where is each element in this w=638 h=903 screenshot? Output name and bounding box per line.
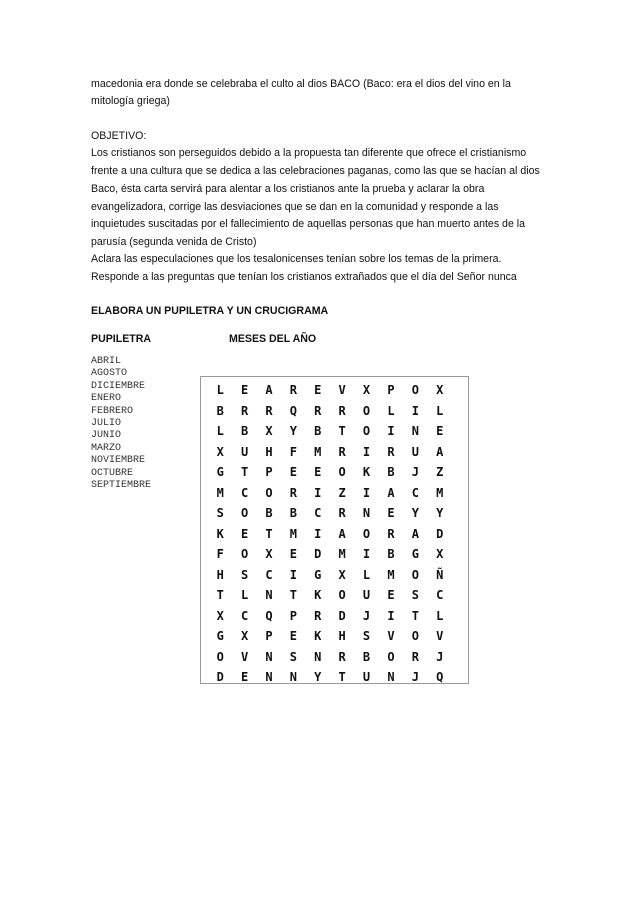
- grid-cell: A: [387, 485, 395, 500]
- grid-cell: R: [338, 506, 346, 520]
- word-list-item: FEBRERO: [91, 405, 134, 417]
- grid-cell: R: [411, 649, 419, 664]
- grid-cell: P: [265, 465, 273, 479]
- grid-cell: N: [265, 588, 273, 602]
- word-list-item: JULIO: [91, 418, 122, 430]
- grid-cell: B: [387, 465, 395, 479]
- grid-cell: K: [314, 629, 322, 643]
- grid-row: [201, 401, 468, 422]
- grid-cell: L: [216, 424, 224, 438]
- grid-cell: N: [411, 424, 419, 438]
- grid-cell: X: [265, 424, 273, 438]
- word-list-item: SEPTIEMBRE: [91, 480, 152, 492]
- grid-cell: L: [240, 588, 249, 602]
- grid-cell: T: [216, 588, 224, 602]
- pupiletra-label: PUPILETRA: [91, 333, 152, 345]
- grid-cell: T: [338, 424, 346, 438]
- pupiletra-theme: MESES DEL AÑO: [229, 333, 317, 345]
- grid-cell: I: [362, 485, 371, 500]
- grid-cell: I: [362, 444, 371, 459]
- grid-cell: O: [240, 547, 249, 561]
- grid-cell: O: [411, 629, 419, 643]
- grid-cell: D: [314, 547, 322, 561]
- grid-cell: Q: [265, 608, 273, 623]
- grid-cell: K: [216, 526, 224, 541]
- grid-cell: P: [387, 383, 395, 397]
- grid-cell: I: [314, 526, 322, 541]
- grid-cell: R: [338, 444, 346, 459]
- grid-cell: D: [338, 608, 346, 623]
- word-list-item: DICIEMBRE: [91, 380, 146, 392]
- grid-cell: Z: [436, 465, 444, 479]
- grid-cell: X: [338, 567, 346, 582]
- grid-cell: C: [240, 485, 249, 500]
- grid-cell: E: [314, 383, 322, 397]
- objective-line-4: evangelizadora, corrige las desviaciones que se dan en la comunidad y responde a las: [91, 201, 499, 213]
- objective-line-8: Responde a las preguntas que tenían los cristianos extrañados que el día del Señor nunca: [91, 271, 517, 283]
- grid-cell: T: [240, 465, 249, 479]
- word-list-item: ENERO: [91, 393, 122, 405]
- grid-cell: J: [436, 649, 444, 664]
- grid-cell: Y: [314, 670, 322, 684]
- word-list-item: ABRIL: [91, 356, 122, 367]
- grid-cell: E: [436, 424, 444, 438]
- objective-line-3: Baco, ésta carta servirá para alentar a los cristianos ante la prueba y aclarar la obra: [91, 183, 485, 195]
- grid-cell: Z: [338, 485, 346, 500]
- grid-cell: R: [387, 444, 395, 459]
- intro-line-1: macedonia era donde se celebraba el culto al dios BACO (Baco: era el dios del vino en la: [91, 78, 511, 90]
- grid-row: [201, 380, 468, 401]
- grid-cell: N: [314, 649, 322, 664]
- grid-cell: R: [289, 485, 297, 500]
- grid-cell: O: [411, 567, 419, 582]
- grid-cell: G: [411, 547, 419, 561]
- grid-cell: G: [216, 465, 224, 479]
- objective-heading: OBJETIVO:: [91, 130, 147, 142]
- grid-cell: I: [362, 547, 371, 561]
- grid-row: [201, 606, 468, 627]
- grid-cell: E: [240, 670, 249, 684]
- grid-cell: X: [240, 629, 249, 643]
- grid-cell: L: [362, 567, 371, 582]
- grid-cell: R: [338, 649, 346, 664]
- grid-cell: Q: [289, 403, 297, 418]
- grid-cell: K: [362, 465, 371, 479]
- grid-cell: M: [314, 444, 322, 459]
- grid-cell: O: [362, 424, 371, 438]
- objective-line-1: Los cristianos son perseguidos debido a la propuesta tan diferente que ofrece el cristianismo: [91, 147, 527, 159]
- grid-cell: C: [314, 506, 322, 520]
- grid-cell: M: [436, 485, 444, 500]
- grid-cell: R: [240, 403, 249, 418]
- grid-cell: N: [265, 649, 273, 664]
- grid-cell: U: [411, 444, 419, 459]
- grid-cell: S: [289, 649, 297, 664]
- grid-cell: N: [362, 506, 371, 520]
- grid-cell: O: [240, 506, 249, 520]
- grid-row: [201, 483, 468, 504]
- grid-cell: A: [411, 526, 419, 541]
- grid-cell: L: [436, 608, 444, 623]
- grid-cell: N: [387, 670, 395, 684]
- grid-cell: K: [314, 588, 322, 602]
- grid-cell: B: [216, 403, 224, 418]
- grid-cell: E: [314, 465, 322, 479]
- grid-cell: Ñ: [436, 567, 444, 582]
- grid-cell: J: [411, 670, 419, 684]
- grid-cell: I: [411, 403, 419, 418]
- grid-cell: V: [240, 649, 249, 664]
- grid-cell: E: [240, 383, 249, 397]
- grid-cell: H: [265, 444, 273, 459]
- intro-line-2: mitología griega): [91, 95, 170, 107]
- word-list-item: MARZO: [91, 442, 122, 454]
- grid-cell: O: [362, 526, 371, 541]
- grid-cell: C: [265, 567, 273, 582]
- word-list-item: OCTUBRE: [91, 467, 134, 479]
- grid-cell: R: [314, 608, 322, 623]
- grid-row: [201, 585, 468, 606]
- objective-line-6: parusía (segunda venida de Cristo): [91, 236, 257, 248]
- grid-cell: U: [362, 670, 371, 684]
- grid-cell: B: [240, 424, 249, 438]
- grid-cell: I: [387, 608, 395, 623]
- grid-cell: X: [436, 547, 444, 561]
- grid-cell: Q: [436, 670, 444, 684]
- grid-row: [201, 442, 468, 463]
- grid-cell: P: [289, 608, 297, 623]
- grid-cell: T: [411, 608, 419, 623]
- grid-cell: L: [387, 403, 395, 418]
- word-search-grid: [200, 376, 469, 684]
- grid-cell: X: [216, 608, 224, 623]
- grid-cell: X: [216, 444, 224, 459]
- grid-cell: N: [289, 670, 297, 684]
- grid-cell: Y: [411, 506, 419, 520]
- grid-cell: T: [289, 588, 297, 602]
- grid-cell: Y: [289, 424, 297, 438]
- grid-cell: A: [338, 526, 346, 541]
- objective-line-7: Aclara las especulaciones que los tesalonicenses tenían sobre los temas de la primera.: [91, 253, 502, 265]
- grid-cell: O: [265, 485, 273, 500]
- grid-row: [201, 524, 468, 545]
- grid-cell: S: [411, 588, 419, 602]
- grid-cell: R: [338, 403, 346, 418]
- grid-cell: L: [216, 383, 224, 397]
- grid-cell: O: [338, 465, 346, 479]
- word-list: [91, 356, 151, 492]
- grid-cell: T: [338, 670, 346, 684]
- grid-row: [201, 503, 468, 524]
- grid-cell: Y: [436, 506, 444, 520]
- grid-row: [201, 462, 468, 483]
- grid-cell: E: [240, 526, 249, 541]
- grid-cell: X: [436, 383, 444, 397]
- grid-cell: E: [289, 465, 297, 479]
- grid-cell: V: [338, 383, 346, 397]
- grid-cell: N: [265, 670, 273, 684]
- grid-cell: O: [362, 403, 371, 418]
- grid-cell: B: [362, 649, 371, 664]
- grid-cell: R: [387, 526, 395, 541]
- grid-cell: R: [265, 403, 273, 418]
- objective-line-2: frente a una cultura que se dedica a las celebraciones paganas, como las que se hacían al dios: [91, 165, 540, 177]
- grid-cell: E: [387, 588, 395, 602]
- grid-cell: A: [436, 444, 444, 459]
- grid-cell: J: [411, 465, 419, 479]
- grid-cell: J: [362, 608, 371, 623]
- grid-cell: D: [216, 670, 224, 684]
- grid-cell: E: [289, 629, 297, 643]
- grid-cell: I: [289, 567, 297, 582]
- grid-cell: B: [289, 506, 297, 520]
- grid-cell: V: [436, 629, 444, 643]
- grid-cell: O: [338, 588, 346, 602]
- grid-cell: R: [314, 403, 322, 418]
- grid-cell: P: [265, 629, 273, 643]
- section-title: ELABORA UN PUPILETRA Y UN CRUCIGRAMA: [91, 305, 329, 317]
- grid-cell: C: [411, 485, 419, 500]
- grid-cell: U: [240, 444, 249, 459]
- grid-cell: S: [240, 567, 249, 582]
- grid-cell: B: [387, 547, 395, 561]
- grid-cell: L: [436, 403, 444, 418]
- grid-cell: M: [289, 526, 297, 541]
- grid-cell: G: [216, 629, 224, 643]
- grid-cell: M: [338, 547, 346, 561]
- grid-row: [201, 667, 468, 688]
- grid-cell: U: [362, 588, 371, 602]
- grid-cell: S: [362, 629, 371, 643]
- grid-cell: A: [265, 383, 273, 397]
- grid-cell: X: [362, 383, 371, 397]
- word-list-item: AGOSTO: [91, 368, 128, 380]
- grid-cell: B: [314, 424, 322, 438]
- grid-cell: E: [289, 547, 297, 561]
- grid-cell: O: [216, 649, 224, 664]
- grid-cell: E: [387, 506, 395, 520]
- objective-line-5: inquietudes suscitadas por el fallecimiento de aquellas personas que han muerto antes de la: [91, 218, 526, 230]
- grid-row: [201, 626, 468, 647]
- word-list-item: JUNIO: [91, 430, 122, 442]
- grid-cell: B: [265, 506, 273, 520]
- grid-cell: T: [265, 526, 273, 541]
- grid-row: [201, 647, 468, 668]
- grid-cell: G: [314, 567, 322, 582]
- grid-cell: I: [387, 424, 395, 438]
- grid-cell: C: [436, 588, 444, 602]
- grid-cell: C: [240, 608, 249, 623]
- grid-cell: R: [289, 383, 297, 397]
- grid-cell: D: [436, 526, 444, 541]
- word-list-item: NOVIEMBRE: [91, 455, 146, 467]
- grid-cell: X: [265, 547, 273, 561]
- grid-cell: F: [289, 444, 297, 459]
- grid-cell: O: [387, 649, 395, 664]
- grid-cell: I: [314, 485, 322, 500]
- grid-cell: H: [216, 567, 224, 582]
- grid-cell: M: [216, 485, 224, 500]
- grid-cell: M: [387, 567, 395, 582]
- grid-row: [201, 544, 468, 565]
- grid-row: [201, 565, 468, 586]
- grid-cell: F: [216, 547, 224, 561]
- grid-cell: H: [338, 629, 346, 643]
- grid-cell: V: [387, 629, 395, 643]
- grid-row: [201, 421, 468, 442]
- grid-cell: S: [216, 506, 224, 520]
- grid-cell: O: [411, 383, 419, 397]
